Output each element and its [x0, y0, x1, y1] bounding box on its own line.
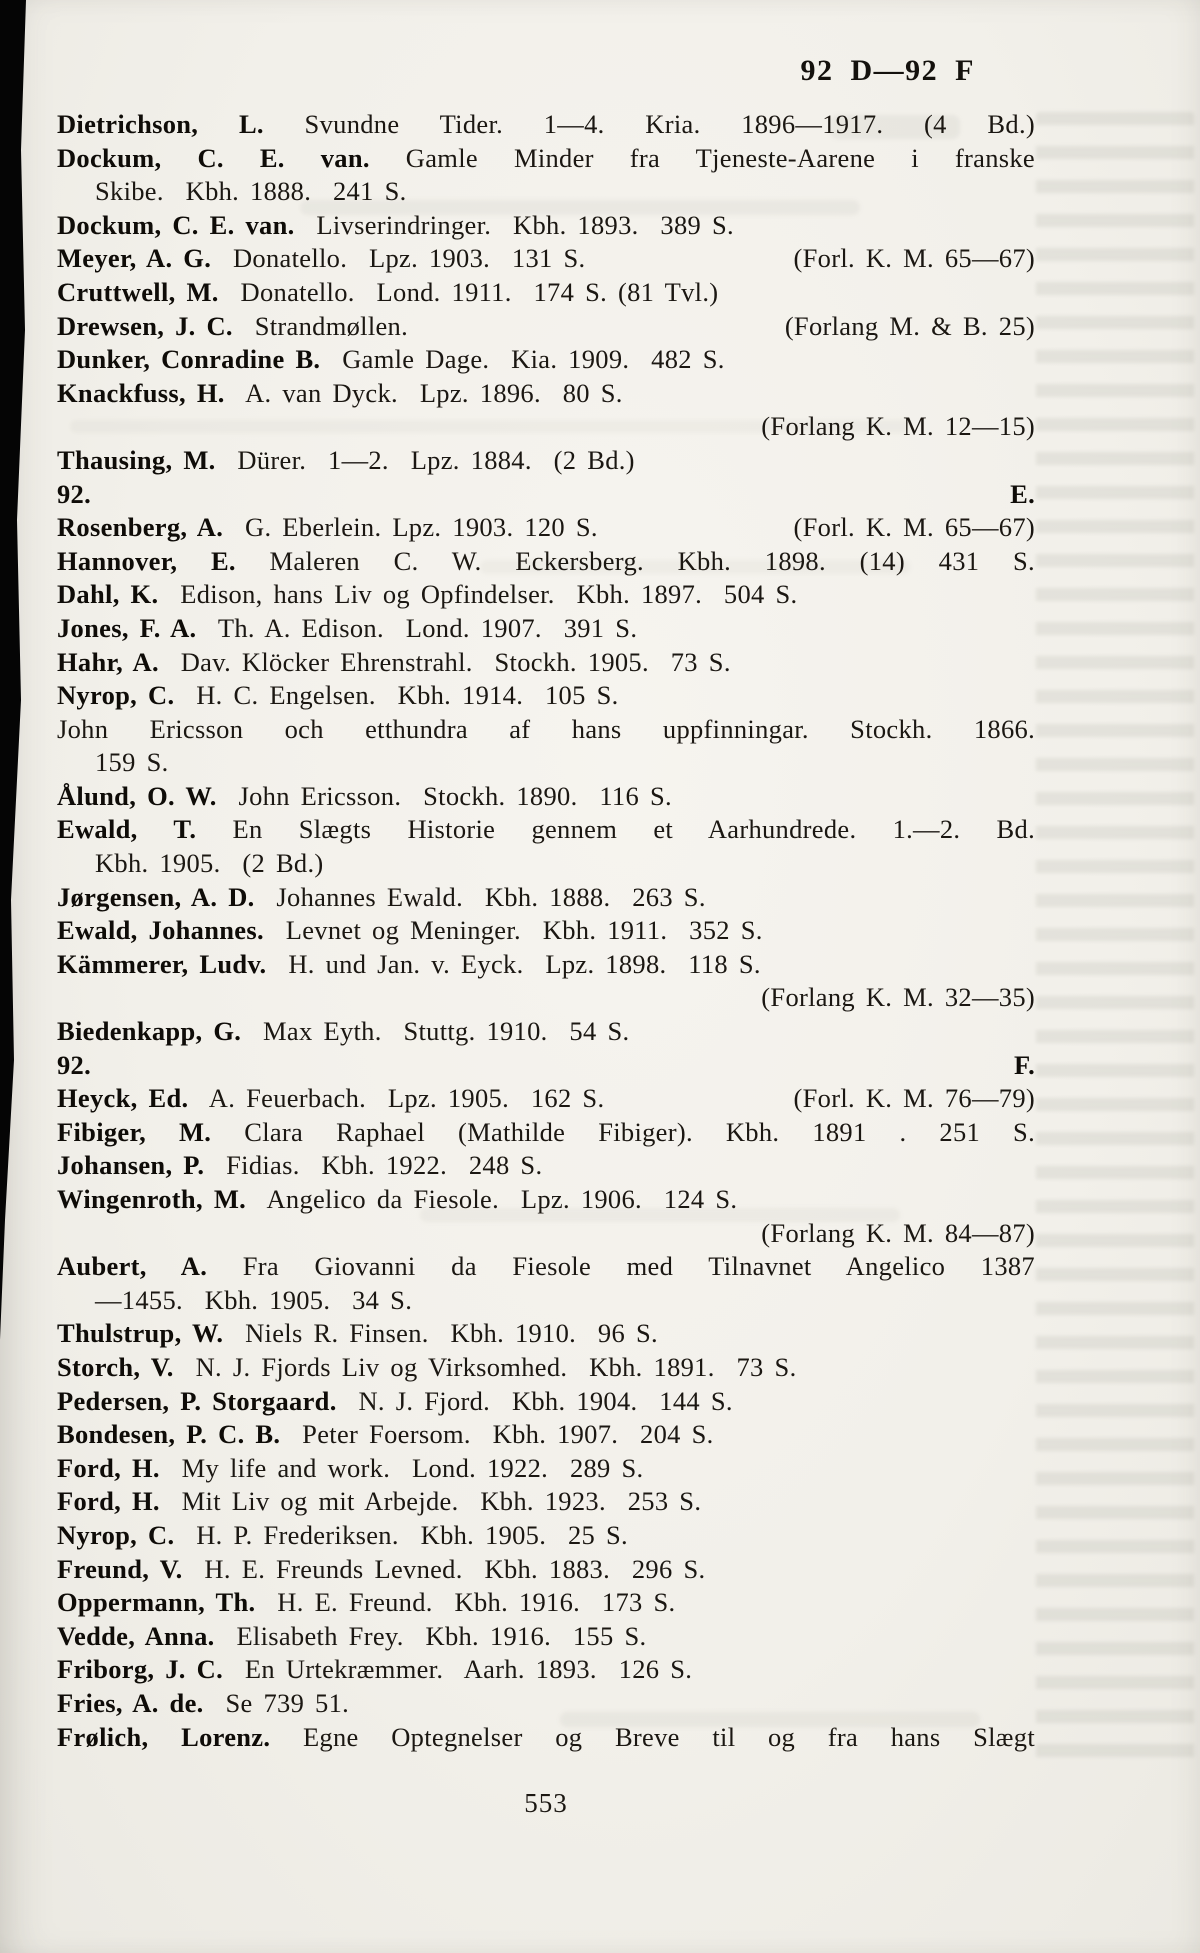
entry-line: [57, 679, 1035, 713]
entry-text: H. E. Freunds Levned. Kbh. 1883. 296 S.: [182, 1553, 706, 1584]
entry-author: Nyrop, C.: [57, 1519, 175, 1550]
entry-text: Fra Giovanni da Fiesole med Tilnavnet Angelico 1387: [207, 1251, 1035, 1282]
entry-line: [57, 780, 1035, 814]
entry-text: Fidias. Kbh. 1922. 248 S.: [204, 1150, 543, 1181]
entry-line: [57, 1082, 1035, 1116]
entry-author: Knackfuss, H.: [57, 377, 225, 408]
entry-line: [57, 1385, 1035, 1419]
entry-line: [57, 1687, 1035, 1721]
entry-line: [57, 276, 1035, 310]
entry-text: H. und Jan. v. Eyck. Lpz. 1898. 118 S.: [266, 948, 761, 979]
entry-text: My life and work. Lond. 1922. 289 S.: [159, 1452, 644, 1483]
entry-author: Dunker, Conradine B.: [57, 344, 321, 375]
entry-text: A. Feuerbach. Lpz. 1905. 162 S.: [188, 1083, 605, 1114]
entry-line: [57, 813, 1035, 847]
entry-author: Drewsen, J. C.: [57, 310, 233, 341]
entry-author: Ewald, T.: [57, 814, 197, 845]
entry-author: Wingenroth, M.: [57, 1184, 247, 1214]
entry-text: G. Eberlein. Lpz. 1903. 120 S.: [223, 512, 598, 543]
entry-author: Kämmerer, Ludv.: [57, 948, 267, 979]
entry-line: [57, 847, 1035, 881]
entry-reference: (Forlang K. M. 12—15): [761, 411, 1035, 442]
entry-text: Peter Foersom. Kbh. 1907. 204 S.: [280, 1419, 714, 1450]
entry-author: Ålund, O. W.: [57, 780, 217, 811]
entry-author: Cruttwell, M.: [57, 276, 219, 307]
entry-text: Egne Optegnelser og Breve til og fra hans Slægt: [270, 1721, 1035, 1752]
entry-author: Aubert, A.: [57, 1251, 208, 1282]
entry-author: Storch, V.: [57, 1351, 174, 1382]
entry-author: Freund, V.: [57, 1553, 183, 1584]
entry-line: [57, 948, 1035, 982]
entry-text: Strandmøllen.: [232, 310, 409, 341]
bibliography-entries: [57, 108, 1035, 1754]
entry-line: [57, 343, 1035, 377]
entry-author: Biedenkapp, G.: [57, 1016, 242, 1047]
entry-line: [57, 209, 1035, 243]
entry-text: John Ericsson och etthundra af hans uppfinningar. Stockh. 1866.: [57, 713, 1035, 744]
entry-author: Dockum, C. E. van.: [57, 142, 370, 173]
entry-line: [57, 242, 1035, 276]
entry-line: [57, 1284, 1035, 1318]
entry-text: Clara Raphael (Mathilde Fibiger). Kbh. 1891 . 251 S.: [211, 1116, 1036, 1147]
entry-line: [57, 108, 1035, 142]
entry-text: Donatello. Lpz. 1903. 131 S.: [211, 243, 586, 274]
entry-text: En Urtekræmmer. Aarh. 1893. 126 S.: [223, 1654, 693, 1685]
entry-reference: E.: [1010, 478, 1035, 509]
entry-text: H. P. Frederiksen. Kbh. 1905. 25 S.: [174, 1519, 628, 1550]
scan-edge-artifact: [0, 0, 30, 1340]
entry-line: [57, 1620, 1035, 1654]
entry-author: Dockum, C. E. van.: [57, 209, 295, 240]
entry-text: Skibe. Kbh. 1888. 241 S.: [95, 176, 407, 207]
entry-text: Gamle Dage. Kia. 1909. 482 S.: [320, 344, 725, 375]
entry-text: Elisabeth Frey. Kbh. 1916. 155 S.: [214, 1620, 647, 1651]
entry-text: En Slægts Historie gennem et Aarhundrede. 1.—2. Bd.: [196, 814, 1035, 845]
entry-line: [57, 1553, 1035, 1587]
entry-text: Th. A. Edison. Lond. 1907. 391 S.: [196, 612, 638, 643]
entry-line: [57, 914, 1035, 948]
entry-line: [57, 511, 1035, 545]
entry-author: Nyrop, C.: [57, 680, 175, 711]
entry-line: [57, 142, 1035, 176]
entry-line: [57, 310, 1035, 344]
entry-reference: (Forl. K. M. 65—67): [793, 512, 1035, 543]
entry-author: Vedde, Anna.: [57, 1620, 215, 1651]
entry-line: [57, 612, 1035, 646]
entry-line: [57, 545, 1035, 579]
entry-line: [57, 1721, 1035, 1755]
entry-author: Bondesen, P. C. B.: [57, 1419, 281, 1450]
entry-text: Mit Liv og mit Arbejde. Kbh. 1923. 253 S.: [159, 1486, 702, 1517]
entry-text: Maleren C. W. Eckersberg. Kbh. 1898. (14) 431 S.: [235, 545, 1035, 576]
entry-author: Meyer, A. G.: [57, 243, 212, 274]
entry-author: Dahl, K.: [57, 579, 159, 610]
entry-reference: (Forl. K. M. 65—67): [793, 243, 1035, 274]
entry-line: [57, 1653, 1035, 1687]
entry-line: [57, 1015, 1035, 1049]
entry-text: H. C. Engelsen. Kbh. 1914. 105 S.: [174, 680, 619, 711]
entry-line: [57, 1250, 1035, 1284]
entry-text: Kbh. 1905. (2 Bd.): [95, 848, 324, 879]
entry-text: Dürer. 1—2. Lpz. 1884. (2 Bd.): [215, 444, 635, 475]
entry-line: [57, 410, 1035, 444]
entry-text: Donatello. Lond. 1911. 174 S. (81 Tvl.): [218, 276, 719, 307]
entry-text: 159 S.: [95, 747, 169, 778]
entry-text: Angelico da Fiesole. Lpz. 1906. 124 S.: [246, 1184, 738, 1214]
entry-line: [57, 981, 1035, 1015]
entry-author: Thulstrup, W.: [57, 1318, 224, 1349]
running-head-page-range: 92 D—92 F: [800, 54, 975, 87]
entry-line: [57, 478, 1035, 512]
entry-author: Fries, A. de.: [57, 1687, 204, 1718]
entry-text: Johannes Ewald. Kbh. 1888. 263 S.: [254, 881, 706, 912]
entry-author: Ford, H.: [57, 1452, 160, 1483]
entry-line: [57, 444, 1035, 478]
entry-author: Dietrichson, L.: [57, 109, 264, 139]
entry-author: Ewald, Johannes.: [57, 915, 264, 946]
entry-reference: (Forl. K. M. 76—79): [793, 1083, 1035, 1114]
entry-line: [57, 1351, 1035, 1385]
entry-author: Jones, F. A.: [57, 612, 197, 643]
entry-text: Niels R. Finsen. Kbh. 1910. 96 S.: [223, 1318, 658, 1349]
entry-author: Fibiger, M.: [57, 1116, 212, 1147]
entry-line: [57, 1317, 1035, 1351]
entry-line: [57, 881, 1035, 915]
entry-line: [57, 1217, 1035, 1251]
entry-text: John Ericsson. Stockh. 1890. 116 S.: [216, 780, 672, 811]
bleed-through-column: [1036, 112, 1194, 1762]
entry-line: [57, 1452, 1035, 1486]
entry-author: Jørgensen, A. D.: [57, 881, 255, 912]
entry-reference: F.: [1014, 1049, 1035, 1080]
entry-line: [57, 578, 1035, 612]
entry-line: [57, 1183, 1035, 1217]
entry-line: [57, 377, 1035, 411]
entry-text: Livserindringer. Kbh. 1893. 389 S.: [294, 209, 734, 240]
entry-reference: (Forlang K. M. 84—87): [761, 1217, 1035, 1248]
entry-text: —1455. Kbh. 1905. 34 S.: [95, 1284, 413, 1315]
entry-line: [57, 1116, 1035, 1150]
entry-text: N. J. Fjord. Kbh. 1904. 144 S.: [336, 1385, 733, 1416]
entry-author: Pedersen, P. Storgaard.: [57, 1385, 337, 1416]
entry-author: Frølich, Lorenz.: [57, 1721, 271, 1752]
entry-line: [57, 1485, 1035, 1519]
entry-line: [57, 1586, 1035, 1620]
entry-text: Gamle Minder fra Tjeneste-Aarene i franske: [369, 142, 1035, 173]
entry-text: Max Eyth. Stuttg. 1910. 54 S.: [241, 1016, 630, 1047]
entry-author: Heyck, Ed.: [57, 1083, 189, 1114]
entry-line: [57, 1519, 1035, 1553]
entry-text: Levnet og Meninger. Kbh. 1911. 352 S.: [263, 915, 763, 946]
entry-author: Johansen, P.: [57, 1150, 205, 1181]
entry-author: Hannover, E.: [57, 545, 236, 576]
entry-author: Oppermann, Th.: [57, 1587, 256, 1618]
entry-author: Ford, H.: [57, 1486, 160, 1517]
entry-author: Thausing, M.: [57, 444, 216, 475]
entry-line: [57, 1418, 1035, 1452]
entry-text: Se 739 51.: [203, 1687, 350, 1718]
entry-author: 92.: [57, 478, 92, 509]
entry-line: [57, 713, 1035, 747]
entry-line: [57, 175, 1035, 209]
entry-text: Svundne Tider. 1—4. Kria. 1896—1917. (4 Bd.): [263, 109, 1035, 139]
entry-text: Dav. Klöcker Ehrenstrahl. Stockh. 1905. 73 S.: [158, 646, 731, 677]
entry-text: A. van Dyck. Lpz. 1896. 80 S.: [224, 377, 623, 408]
entry-line: [57, 646, 1035, 680]
entry-reference: (Forlang K. M. 32—35): [761, 982, 1035, 1013]
entry-line: [57, 746, 1035, 780]
entry-text: N. J. Fjords Liv og Virksomhed. Kbh. 1891. 73 S.: [173, 1351, 797, 1382]
entry-author: Friborg, J. C.: [57, 1654, 224, 1685]
entry-line: [57, 1049, 1035, 1083]
entry-reference: (Forlang M. & B. 25): [784, 310, 1035, 341]
page-number: 553: [524, 1788, 568, 1818]
entry-author: 92.: [57, 1049, 92, 1080]
entry-line: [57, 1149, 1035, 1183]
entry-author: Hahr, A.: [57, 646, 159, 677]
entry-author: Rosenberg, A.: [57, 512, 224, 543]
entry-text: H. E. Freund. Kbh. 1916. 173 S.: [255, 1587, 676, 1618]
entry-text: Edison, hans Liv og Opfindelser. Kbh. 1897. 504 S.: [158, 579, 798, 610]
